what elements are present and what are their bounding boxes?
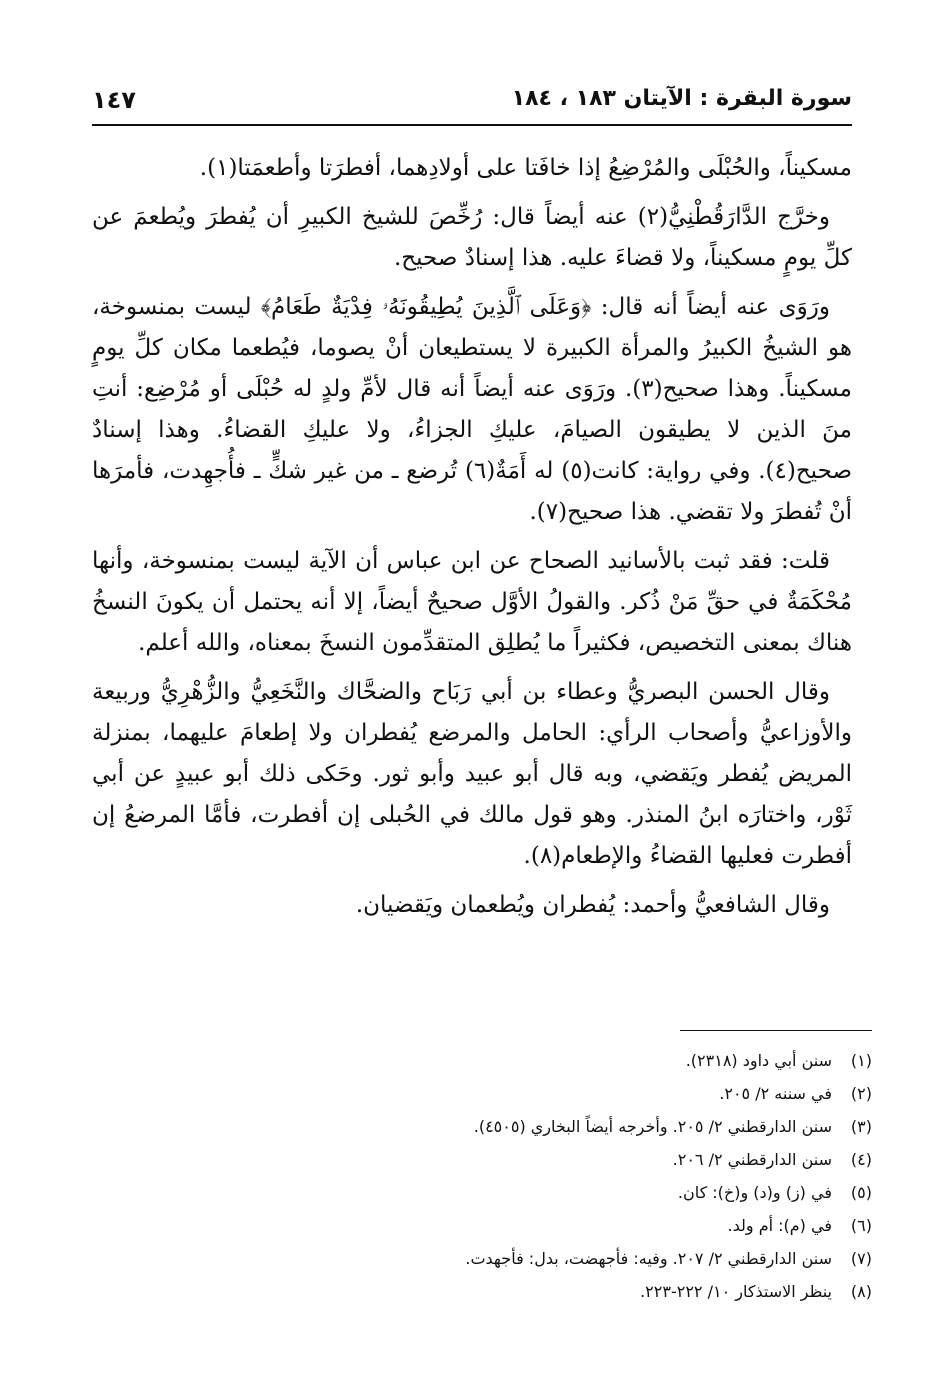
footnote-number: (١) bbox=[850, 1051, 872, 1070]
footnote-number: (٧) bbox=[850, 1249, 872, 1268]
footnote-number: (٨) bbox=[850, 1282, 872, 1301]
footnote-text: سنن الدارقطني ٢/ ٢٠٧. وفيه: فأجهضت، بدل: فأجهدت. bbox=[465, 1249, 832, 1268]
paragraph-2: وخرَّج الدَّارَقُطْنِيُّ(٢) عنه أيضاً قال: رُخِّصَ للشيخ الكبيرِ أن يُفطرَ ويُطعمَ عن كلِّ يومٍ مسكيناً، ولا قضاءَ عليه. هذا إسنادٌ صحيح. bbox=[92, 204, 852, 271]
footnote-text: في (ز) و(د) و(خ): كان. bbox=[677, 1183, 832, 1202]
footnote-2 bbox=[92, 1077, 872, 1110]
running-title: سورة البقرة : الآيتان ١٨٣ ، ١٨٤ bbox=[511, 86, 852, 111]
header-divider bbox=[92, 124, 852, 126]
footnote-text: سنن أبي داود (٢٣١٨). bbox=[685, 1051, 832, 1070]
paragraph-6: وقال الشافعيُّ وأحمد: يُفطران ويُطعمان ويَقضيان. bbox=[355, 892, 830, 918]
footnote-text: ينظر الاستذكار ١٠/ ٢٢٢-٢٢٣. bbox=[640, 1282, 832, 1301]
footnote-6 bbox=[92, 1209, 872, 1242]
footnote-number: (٤) bbox=[850, 1150, 872, 1169]
footnote-number: (٣) bbox=[850, 1117, 872, 1136]
footnote-1 bbox=[92, 1044, 872, 1077]
paragraph-3: ورَوَى عنه أيضاً أنه قال: ﴿وَعَلَى ٱلَّذِينَ يُطِيقُونَهُۥ فِدْيَةٌ طَعَامُ﴾ ليست بمنسوخة، هو الشيخُ الكبيرُ والمرأة الكبيرة لا يستطيعان أنْ يصوما، فيُطعما مكان كلِّ يومٍ مسكيناً. وهذا صحيح(٣). ورَوَى عنه أيضاً أنه قال لأمِّ ولدٍ له حُبْلَى أو مُرْضِع: أنتِ منَ الذين لا يطيقون الصيامَ، عليكِ الجزاءُ، ولا عليكِ القضاءُ. وهذا إسنادٌ صحيح(٤). وفي رواية: كانت(٥) له أَمَةٌ(٦) تُرضع ـ من غير شكٍّ ـ فأُجهِدت، فأمرَها أنْ تُفطرَ ولا تقضي. هذا صحيح(٧). bbox=[92, 294, 852, 525]
footnotes bbox=[92, 1044, 872, 1308]
page-header bbox=[92, 86, 852, 120]
footnote-5 bbox=[92, 1176, 872, 1209]
footnote-4 bbox=[92, 1143, 872, 1176]
footnote-text: في سننه ٢/ ٢٠٥. bbox=[719, 1084, 832, 1103]
footnote-7 bbox=[92, 1242, 872, 1275]
paragraph-4: قلت: فقد ثبت بالأسانيد الصحاح عن ابن عباس أن الآية ليست بمنسوخة، وأنها مُحْكَمَةٌ في حقِّ مَنْ ذُكر. والقولُ الأوَّل صحيحٌ أيضاً، إلا أنه يحتمل أن يكونَ النسخُ هناك بمعنى التخصيص، فكثيراً ما يُطلِق المتقدِّمون النسخَ بمعناه، والله أعلم. bbox=[92, 548, 852, 656]
footnote-text: سنن الدارقطني ٢/ ٢٠٦. bbox=[672, 1150, 832, 1169]
footnote-3 bbox=[92, 1110, 872, 1143]
main-text bbox=[92, 148, 852, 934]
footnote-number: (٦) bbox=[850, 1216, 872, 1235]
footnote-8 bbox=[92, 1275, 872, 1308]
footnote-text: في (م): أم ولد. bbox=[727, 1216, 832, 1235]
page-number: ١٤٧ bbox=[92, 86, 136, 114]
paragraph-1: مسكيناً، والحُبْلَى والمُرْضِعُ إذا خافَتا على أولادِهما، أفطرَتا وأطعمَتا(١). bbox=[199, 155, 852, 181]
paragraph-5: وقال الحسن البصريُّ وعطاء بن أبي رَبَاح والضحَّاك والنَّخَعِيُّ والزُّهْرِيُّ وربيعة والأوزاعيُّ وأصحاب الرأي: الحامل والمرضع يُفطران ولا إطعامَ عليهما، بمنزلة المريض يُفطر ويَقضي، وبه قال أبو عبيد وأبو ثور. وحَكى ذلك أبو عبيدٍ عن أبي ثَوْر، واختارَه ابنُ المنذر. وهو قول مالك في الحُبلى إن أفطرت، فأمَّا المرضعُ إن أفطرت فعليها القضاءُ والإطعام(٨). bbox=[92, 679, 852, 869]
footnote-divider bbox=[680, 1030, 872, 1031]
footnote-text: سنن الدارقطني ٢/ ٢٠٥. وأخرجه أيضاً البخاري (٤٥٠٥). bbox=[473, 1117, 832, 1136]
footnote-number: (٥) bbox=[850, 1183, 872, 1202]
footnote-number: (٢) bbox=[850, 1084, 872, 1103]
